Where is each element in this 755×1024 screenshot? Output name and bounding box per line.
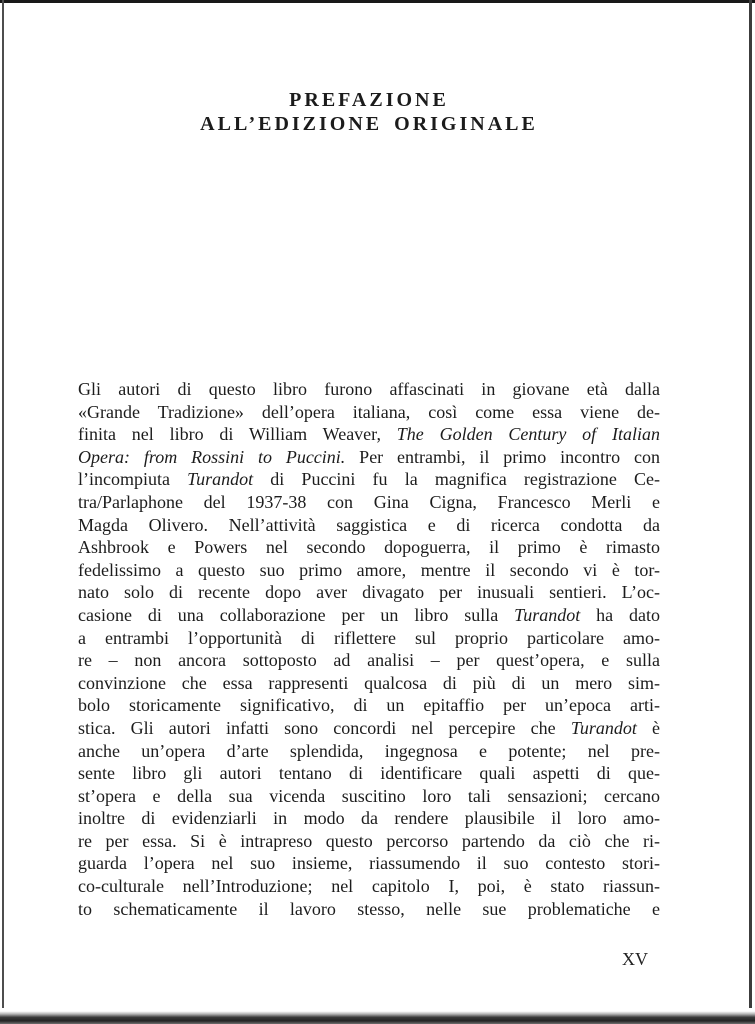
body-line: a entrambi l’opportunità di riflettere sul proprio particolare amo- bbox=[78, 627, 660, 648]
body-line: fedelissimo a questo suo primo amore, mentre il secondo vi è tor- bbox=[78, 559, 660, 580]
title-line-2: ALL’EDIZIONE ORIGINALE bbox=[200, 113, 538, 135]
body-line: re per essa. Si è intrapreso questo percorso partendo da ciò che ri- bbox=[78, 830, 660, 851]
body-line: Ashbrook e Powers nel secondo dopoguerra, il primo è rimasto bbox=[78, 537, 660, 558]
body-line: guarda l’opera nel suo insieme, riassumendo il suo contesto stori- bbox=[78, 853, 660, 874]
body-line: convinzione che essa rappresenti qualcosa di più di un mero sim- bbox=[78, 672, 660, 693]
body-line: tra/Parlaphone del 1937-38 con Gina Cigna, Francesco Merli e bbox=[78, 491, 660, 512]
body-line: bolo storicamente significativo, di un epitaffio per un’epoca arti- bbox=[78, 695, 660, 716]
body-line: inoltre di evidenziarli in modo da rendere plausibile il loro amo- bbox=[78, 808, 660, 829]
body-line: stica. Gli autori infatti sono concordi nel percepire che Turandot è bbox=[78, 717, 660, 738]
scan-edge-left bbox=[2, 0, 4, 1024]
body-line: nato solo di recente dopo aver divagato per inusuali sentieri. L’oc- bbox=[78, 582, 660, 603]
body-line: Magda Olivero. Nell’attività saggistica e di ricerca condotta da bbox=[78, 514, 660, 535]
body-line: to schematicamente il lavoro stesso, nelle sue problematiche e bbox=[78, 898, 660, 919]
body-line: casione di una collaborazione per un libro sulla Turandot ha dato bbox=[78, 604, 661, 625]
body-line: re – non ancora sottoposto ad analisi – per quest’opera, e sulla bbox=[78, 650, 660, 671]
body-line: anche un’opera d’arte splendida, ingegnosa e potente; nel pre- bbox=[78, 740, 660, 761]
body-line: st’opera e della sua vicenda suscitino loro tali sensazioni; cercano bbox=[78, 785, 660, 806]
body-line: sente libro gli autori tentano di identificare quali aspetti di que- bbox=[78, 763, 660, 784]
body-line: finita nel libro di William Weaver, The Golden Century of Italian bbox=[78, 424, 660, 445]
body-line: «Grande Tradizione» dell’opera italiana, così come essa viene de- bbox=[78, 401, 660, 422]
body-line: Gli autori di questo libro furono affascinati in giovane età dalla bbox=[78, 379, 660, 399]
scan-edge-top bbox=[0, 0, 755, 3]
body-line: l’incompiuta Turandot di Puccini fu la magnifica registrazione Ce- bbox=[78, 469, 660, 490]
body-line: co-culturale nell’Introduzione; nel capitolo I, poi, è stato riassun- bbox=[78, 876, 660, 897]
page-number: XV bbox=[622, 949, 648, 969]
title-line-1: PREFAZIONE bbox=[289, 89, 449, 111]
scan-edge-right bbox=[749, 0, 752, 1024]
body-text bbox=[78, 378, 660, 920]
scan-edge-bottom bbox=[0, 1008, 755, 1024]
page-title bbox=[78, 88, 660, 136]
body-line: Opera: from Rossini to Puccini. Per entrambi, il primo incontro con bbox=[78, 446, 660, 467]
